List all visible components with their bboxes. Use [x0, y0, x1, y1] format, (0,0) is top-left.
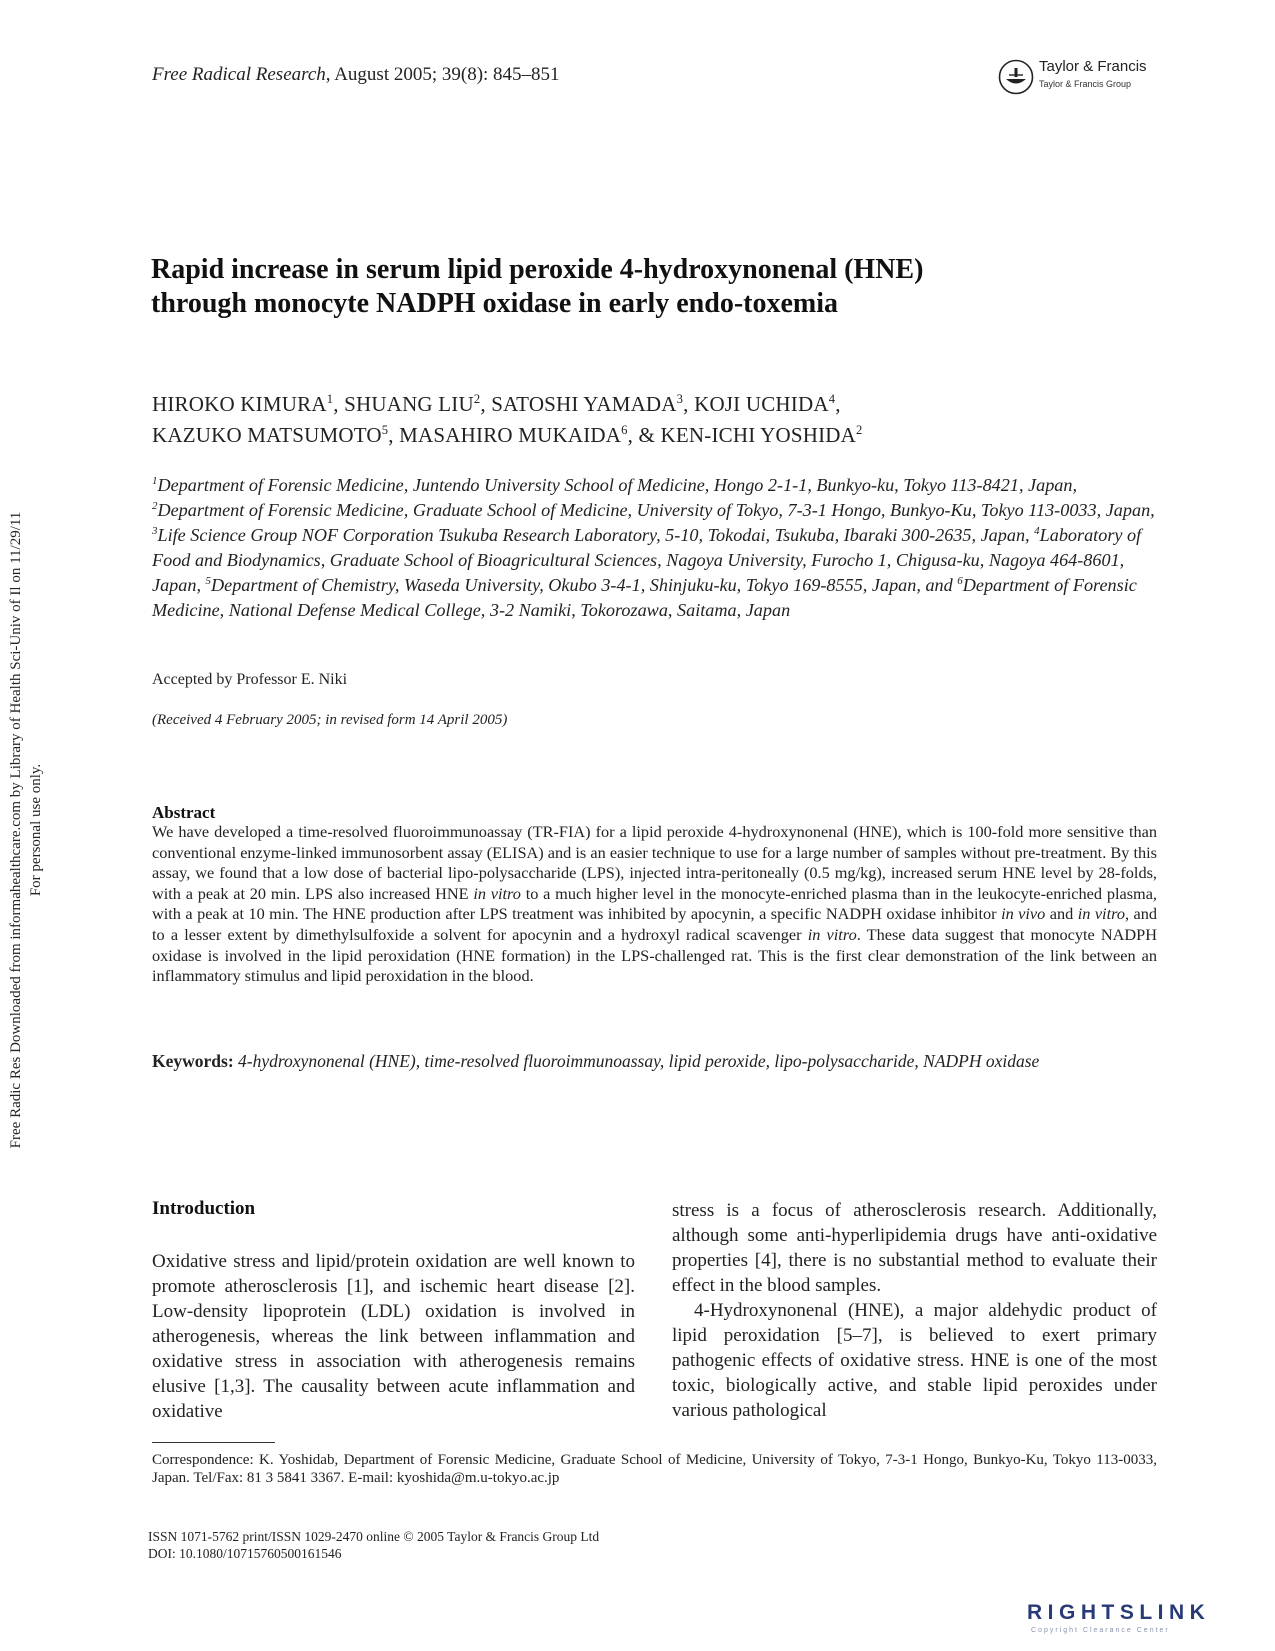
intro-paragraph-continued: stress is a focus of atherosclerosis research. Additionally, although some anti-hyperlipidemia drugs have anti-oxidative properties [4], there is no substantial method to evaluate their effect in the blood samples. — [672, 1200, 1157, 1296]
download-stamp-line1: Free Radic Res Downloaded from informahealthcare.com by Library of Health Sci-Univ of Il on 11/29/11 — [8, 511, 24, 1149]
author: KEN-ICHI YOSHIDA$^2$ — [660, 423, 863, 447]
affiliation: $^3$Life Science Group NOF Corporation Tsukuba Research Laboratory, 5-10, Tokodai, Tsukuba, Ibaraki 300-2635, Japan, — [152, 524, 1035, 545]
intro-column-right — [672, 1198, 1157, 1423]
article-title-line1: Rapid increase in serum lipid peroxide 4-hydroxynonenal (HNE) — [151, 254, 924, 285]
author: KOJI UCHIDA$^4$, — [694, 392, 841, 416]
affiliation: $^6$Department of Forensic Medicine, National Defense Medical College, 3-2 Namiki, Tokorozawa, Saitama, Japan — [152, 574, 1137, 620]
article-title — [151, 253, 1151, 321]
rightslink-logo[interactable] — [1027, 1601, 1257, 1639]
publisher-group: Taylor & Francis Group — [1039, 79, 1132, 89]
download-stamp — [6, 480, 46, 1180]
rightslink-subtitle: Copyright Clearance Center — [1031, 1627, 1170, 1634]
accepted-by: Accepted by Professor E. Niki — [152, 671, 348, 688]
journal-name: Free Radical Research — [152, 64, 326, 85]
issn: ISSN 1071-5762 print/ISSN 1029-2470 online © 2005 Taylor & Francis Group Ltd — [148, 1529, 600, 1544]
abstract-text: We have developed a time-resolved fluoroimmunoassay (TR-FIA) for a lipid peroxide 4-hydroxynonenal (HNE), which is 100-fold more sensitive than conventional enzyme-linked immunosorbent assay (ELISA) and is an easier technique to use for a large number of samples without pre-treatment. By this assay, we found that a low dose of bacterial lipo-polysaccharide (LPS), injected intra-peritoneally (0.5 mg/kg), increased serum HNE level by 28-folds, with a peak at 20 min. LPS also increased HNE in vitro to a much higher level in the monocyte-enriched plasma than in the leukocyte-enriched plasma, with a peak at 10 min. The HNE production after LPS treatment was inhibited by apocynin, a specific NADPH oxidase inhibitor in vivo and in vitro, and to a lesser extent by dimethylsulfoxide a solvent for apocynin and a hydroxyl radical scavenger in vitro. These data suggest that monocyte NADPH oxidase is involved in the lipid peroxidation (HNE formation) in the LPS-challenged rat. This is the first clear demonstration of the link between an inflammatory stimulus and lipid peroxidation in the blood. — [152, 822, 1158, 986]
doi: DOI: 10.1080/10715760500161546 — [148, 1546, 342, 1561]
issn-doi — [148, 1528, 599, 1562]
article-title-line2: through monocyte NADPH oxidase in early endo-toxemia — [151, 288, 838, 319]
footnote-rule — [152, 1442, 275, 1443]
affiliation: $^2$Department of Forensic Medicine, Graduate School of Medicine, University of Tokyo, 7-3-1 Hongo, Bunkyo-Ku, Tokyo 113-0033, Japan, — [152, 499, 1155, 520]
publisher-emblem-icon — [997, 58, 1035, 96]
download-stamp-line2: For personal use only. — [28, 763, 44, 897]
affiliations — [152, 473, 1157, 623]
author: SHUANG LIU$^2$, — [344, 392, 492, 416]
publisher-logo — [997, 58, 1177, 96]
keywords-label: Keywords: — [152, 1051, 234, 1071]
author: KAZUKO MATSUMOTO$^5$, — [152, 423, 400, 447]
rightslink-wordmark: RIGHTSLINK — [1027, 1601, 1211, 1624]
journal-citation — [152, 64, 560, 86]
journal-issue: , August 2005; 39(8): 845–851 — [325, 64, 560, 85]
keywords-list: 4-hydroxynonenal (HNE), time-resolved fluoroimmunoassay, lipid peroxide, lipo-polysaccharide, NADPH oxidase — [238, 1051, 1040, 1071]
intro-paragraph-left: Oxidative stress and lipid/protein oxidation are well known to promote atherosclerosis [1], and ischemic heart disease [2]. Low-density lipoprotein (LDL) oxidation is involved in atherogenesis, whereas the link between inflammation and oxidative stress in association with atherogenesis remains elusive [1,3]. The causality between acute inflammation and oxidative — [152, 1251, 635, 1422]
author: HIROKO KIMURA$^1$, — [152, 392, 345, 416]
intro-paragraph-hne: 4-Hydroxynonenal (HNE), a major aldehydic product of lipid peroxidation [5–7], is believed to exert primary pathogenic effects of oxidative stress. HNE is one of the most toxic, biologically active, and stable lipid peroxides under various pathological — [672, 1300, 1157, 1421]
affiliation: $^5$Department of Chemistry, Waseda University, Okubo 3-4-1, Shinjuku-ku, Tokyo 169-8555, Japan, and — [205, 574, 958, 595]
author: SATOSHI YAMADA$^3$, — [491, 392, 695, 416]
keywords — [152, 1050, 1157, 1073]
correspondence-footnote: Correspondence: K. Yoshidab, Department of Forensic Medicine, Graduate School of Medicine, University of Tokyo, 7-3-1 Hongo, Bunkyo-Ku, Tokyo 113-0033, Japan. Tel/Fax: 81 3 5841 3367. E-mail: kyoshida@m.u-tokyo.ac.jp — [152, 1452, 1157, 1486]
publisher-name: Taylor & Francis — [1039, 58, 1147, 75]
affiliation: $^1$Department of Forensic Medicine, Juntendo University School of Medicine, Hongo 2-1-1, Bunkyo-ku, Tokyo 113-8421, Japan, — [152, 474, 1078, 495]
section-heading-introduction: Introduction — [152, 1198, 256, 1219]
author-list — [152, 389, 1162, 451]
affiliation: $^4$Laboratory of Food and Biodynamics, Graduate School of Bioagricultural Sciences, Nagoya University, Furocho 1, Chigusa-ku, Nagoya 464-8601, Japan, — [152, 524, 1142, 595]
received-dates: (Received 4 February 2005; in revised form 14 April 2005) — [152, 712, 508, 728]
abstract-heading: Abstract — [152, 803, 216, 822]
author: MASAHIRO MUKAIDA$^6$, & — [399, 423, 661, 447]
